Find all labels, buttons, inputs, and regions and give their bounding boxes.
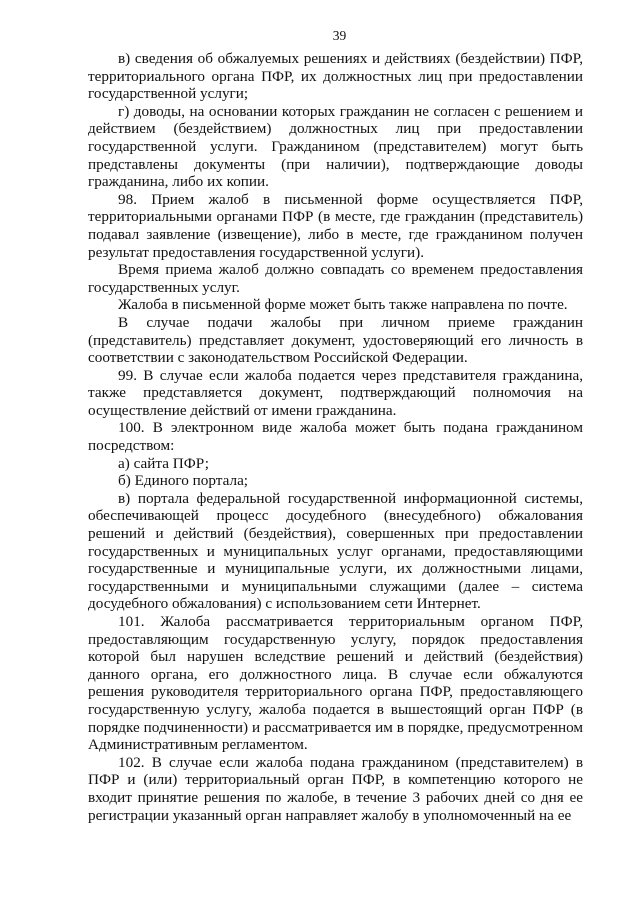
paragraph: 98. Прием жалоб в письменной форме осуществляется ПФР, территориальными органами ПФР (в месте, где гражданин (представитель) подавал заявление (извещение), либо в месте, где гражданином получен результат предоставления государственной услуги). xyxy=(88,190,583,261)
paragraph: Жалоба в письменной форме может быть также направлена по почте. xyxy=(118,296,568,314)
paragraph: в) сведения об обжалуемых решениях и действиях (бездействии) ПФР, территориального органа ПФР, их должностных лиц при предоставлении государственной услуги; xyxy=(88,50,583,103)
paragraph: 100. В электронном виде жалоба может быть подана гражданином посредством: xyxy=(88,419,583,455)
document-body xyxy=(88,50,583,824)
paragraph: г) доводы, на основании которых гражданин не согласен с решением и действием (бездействием) должностных лиц при предоставлении государственной услуги. Гражданином (представителем) могут быть представлены документы (при наличии), подтверждающие доводы гражданина, либо их копии. xyxy=(88,102,583,191)
paragraph: Время приема жалоб должно совпадать со временем предоставления государственных услуг. xyxy=(88,261,583,296)
paragraph: 99. В случае если жалоба подается через представителя гражданина, также представляется документ, подтверждающий полномочия на осуществление действий от имени гражданина. xyxy=(88,366,583,419)
paragraph: 101. Жалоба рассматривается территориальным органом ПФР, предоставляющим государственную услугу, порядок предоставления которой был нарушен вследствие решений и действий (бездействия) данного органа, его должностного лица. В случае если обжалуются решения руководителя территориального органа ПФР, предоставляющего государственную услугу, жалоба подается в вышестоящий орган ПФР (в порядке подчиненности) и рассматривается им в порядке, предусмотренном Административным регламентом. xyxy=(88,613,583,754)
paragraph: а) сайта ПФР; xyxy=(118,454,209,472)
paragraph: В случае подачи жалобы при личном приеме гражданин (представитель) представляет документ, удостоверяющий его личность в соответствии с законодательством Российской Федерации. xyxy=(88,313,583,367)
paragraph: в) портала федеральной государственной информационной системы, обеспечивающей процесс досудебного (внесудебного) обжалования решений и действий (бездействия), совершенных при предоставлении государственных и муниципальных услуг органами, предоставляющими государственные и муниципальные услуги, их должностными лицами, государственными и муниципальными служащими (далее – система досудебного обжалования) с использованием сети Интернет. xyxy=(88,489,583,613)
paragraph: б) Единого портала; xyxy=(118,472,249,490)
page-number: 39 xyxy=(332,28,347,43)
paragraph: 102. В случае если жалоба подана гражданином (представителем) в ПФР и (или) территориальный орган ПФР, в компетенцию которого не входит принятие решения по жалобе, в течение 3 рабочих дней со дня ее регистрации указанный орган направляет жалобу в уполномоченный на ее xyxy=(88,753,583,824)
